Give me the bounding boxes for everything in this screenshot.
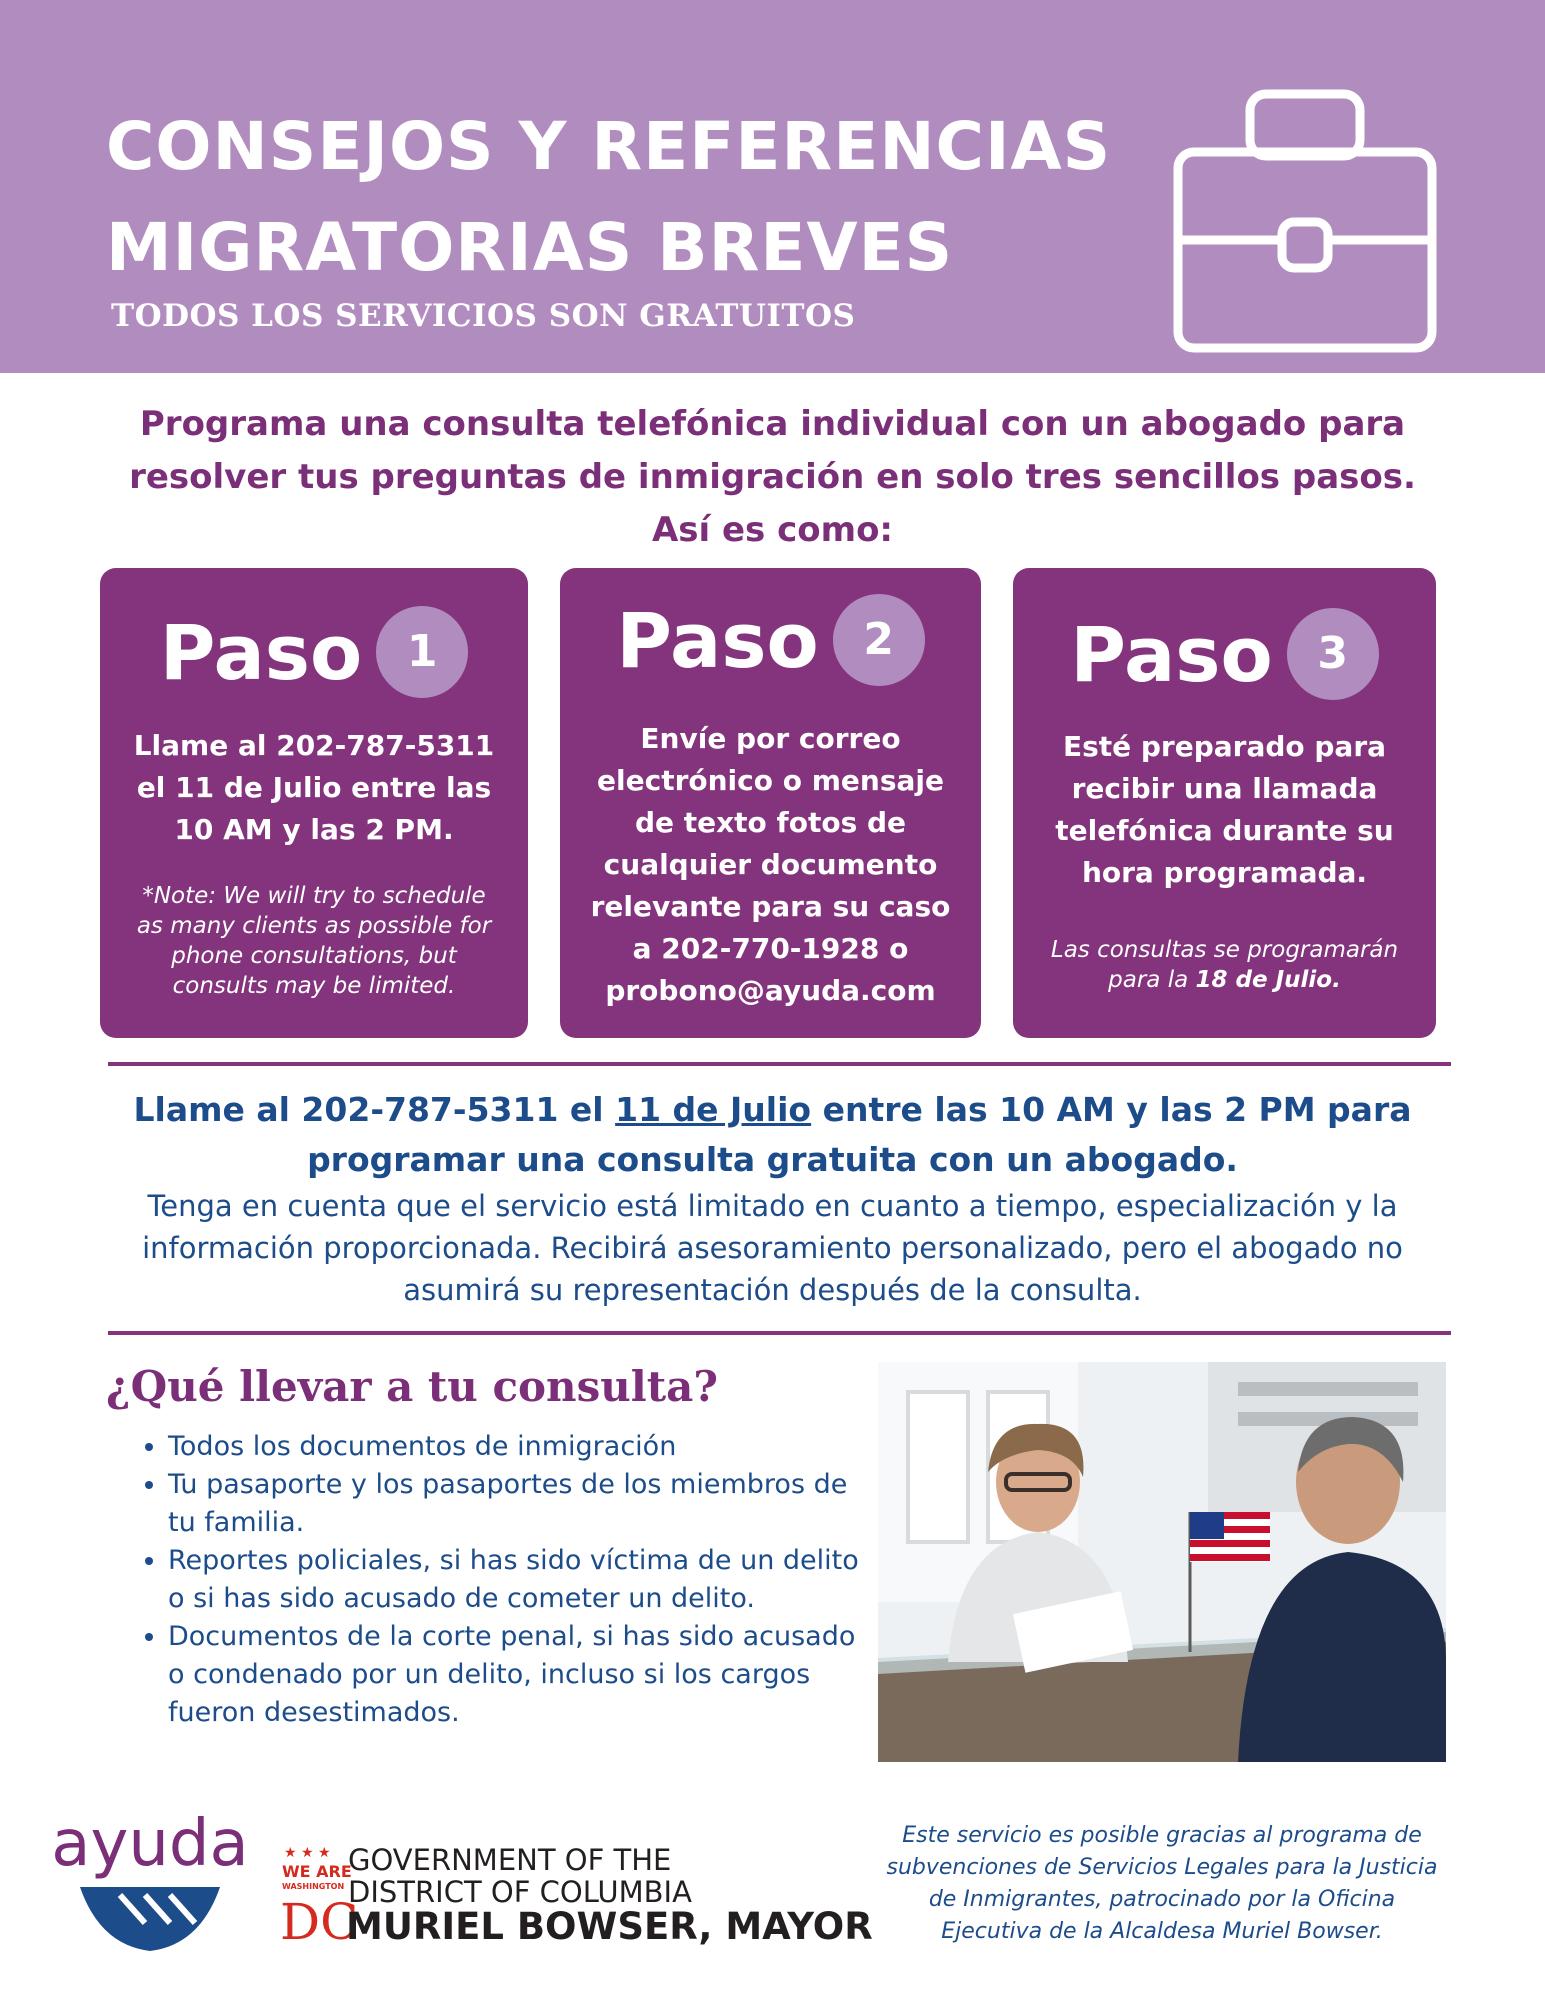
step-note-date: 18 de Julio. [1195, 967, 1341, 993]
call-text-part-1: Llame al 202-787-5311 el [133, 1090, 616, 1129]
step-instruction: Esté preparado para recibir una llamada telefónica durante su hora programada. [1055, 730, 1394, 889]
list-item: • Documentos de la corte penal, si has sido acusado o condenado por un delito, incluso si los cargos fueron desestimados. [168, 1618, 868, 1732]
step-card-2 [560, 568, 981, 1038]
step-label: Paso [616, 596, 819, 685]
page-title [106, 96, 1166, 298]
step-note [1043, 935, 1406, 995]
step-instruction: Envíe por correo electrónico o mensaje de texto fotos de cualquier documento relevante para su caso a 202-770-1928 o probono@ayuda.com [590, 722, 951, 1007]
call-to-action [100, 1085, 1445, 1185]
call-text-part-2: entre las 10 AM y las 2 PM para programar una consulta gratuita con un abogado. [307, 1090, 1412, 1179]
title-line-1: CONSEJOS Y REFERENCIAS [106, 108, 1112, 185]
step-heading [1013, 610, 1436, 706]
dc-letters: DC [280, 1893, 359, 1951]
step-number-badge: 1 [376, 606, 468, 698]
gov-line-1: GOVERNMENT OF THE [348, 1843, 672, 1877]
ayuda-logo [50, 1795, 250, 1955]
list-item: • Tu pasaporte y los pasaportes de los miembros de tu familia. [168, 1466, 868, 1542]
bring-heading: ¿Qué llevar a tu consulta? [106, 1362, 718, 1411]
consultation-illustration [878, 1362, 1446, 1762]
step-card-1 [100, 568, 528, 1038]
step-note: *Note: We will try to schedule as many clients as possible for phone consultations, but consults may be limited. [136, 883, 492, 999]
gov-mayor: MURIEL BOWSER, MAYOR [346, 1905, 873, 1948]
list-item: • Todos los documentos de inmigración [168, 1428, 868, 1466]
call-date: 11 de Julio [615, 1090, 812, 1129]
dc-we-are-text: WE ARE [282, 1862, 352, 1881]
step-label: Paso [1070, 610, 1273, 699]
step-instruction: Llame al 202-787-5311 el 11 de Julio entre las 10 AM y las 2 PM. [133, 729, 495, 846]
step-note-text: Las consultas se programarán para la [1050, 937, 1399, 993]
briefcase-icon [1170, 90, 1440, 360]
divider [108, 1331, 1451, 1335]
header-banner [0, 0, 1545, 373]
dc-flag-mark [280, 1843, 359, 1951]
step-heading [100, 608, 528, 704]
intro-text: Programa una consulta telefónica individual con un abogado para resolver tus preguntas de inmigración en solo tres sencillos pasos. Así es como: [129, 404, 1416, 550]
step-heading [560, 596, 981, 692]
step-card-3 [1013, 568, 1436, 1038]
divider [108, 1062, 1451, 1066]
step-number-badge: 3 [1287, 608, 1379, 700]
gov-line-2: DISTRICT OF COLUMBIA [348, 1875, 692, 1909]
dc-government-logo [280, 1843, 873, 1953]
title-line-2: MIGRATORIAS BREVES [106, 209, 954, 286]
ayuda-logo-text: ayuda [51, 1807, 249, 1881]
step-number-badge: 2 [833, 594, 925, 686]
svg-text:★ ★ ★: ★ ★ ★ [284, 1845, 331, 1861]
dc-washington-text: WASHINGTON [282, 1882, 345, 1891]
funding-credits: Este servicio es posible gracias al programa de subvenciones de Servicios Legales para la Justicia de Inmigrantes, patrocinado por la Oficina Ejecutiva de la Alcaldesa Muriel Bowser. [886, 1823, 1438, 1944]
step-label: Paso [159, 608, 363, 697]
consultation-photo [878, 1362, 1446, 1762]
bring-list [140, 1428, 868, 1732]
page-subtitle: TODOS LOS SERVICIOS SON GRATUITOS [111, 298, 856, 334]
list-item: • Reportes policiales, si has sido víctima de un delito o si has sido acusado de cometer un delito. [168, 1542, 868, 1618]
service-notice: Tenga en cuenta que el servicio está limitado en cuanto a tiempo, especialización y la información proporcionada. Recibirá asesoramiento personalizado, pero el abogado no asumirá su representación después de la consulta. [142, 1189, 1403, 1307]
